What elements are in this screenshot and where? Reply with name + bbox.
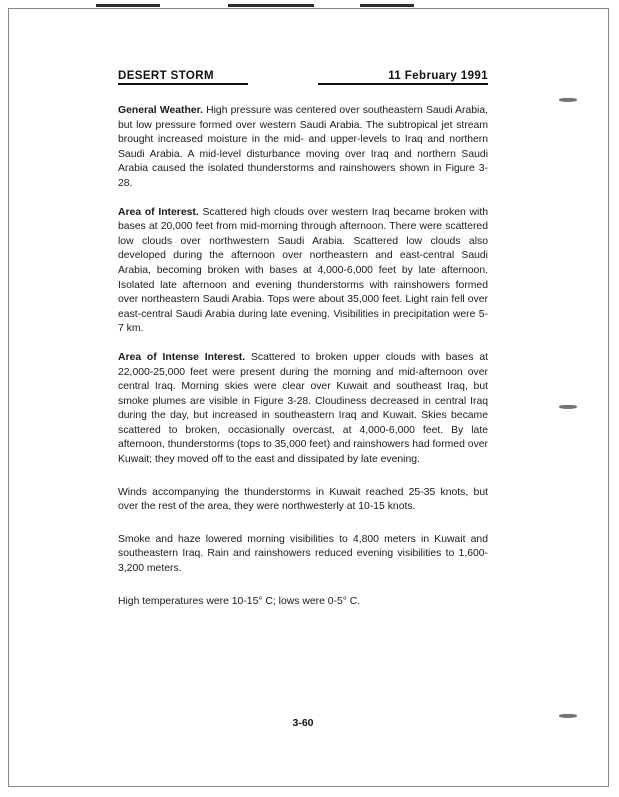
paragraph-text: Scattered high clouds over western Iraq became broken with bases at 20,000 feet from mid-morning through afternoon. There were scattered low clouds over northwestern Saudi Arabia. Scattered low clouds also developed during the afternoon over northeastern and east-central Saudi Arabia, becoming broken with bases at 4,000-6,000 feet by late afternoon. Isolated late afternoon and evening thunderstorms with rainshowers formed over northeastern Saudi Arabia. Tops were about 35,000 feet. Light rain fell over east-central Saudi Arabia during late evening. Visibilities in precipitation were 5-7 km. [118,206,488,335]
document-header [118,70,488,86]
document-body [118,104,488,609]
paragraph [118,104,488,192]
paragraph-text: Scattered to broken upper clouds with bases at 22,000-25,000 feet were present during the morning and mid-afternoon over central Iraq. Morning skies were clear over Kuwait and southeast Iraq, but smoke plumes are visible in Figure 3-28. Cloudiness decreased in central Iraq during the day, but increased in southeastern Iraq and Kuwait. Skies became scattered to broken, occasionally overcast, at 4,000-6,000 feet. By late afternoon, thunderstorms (tops to 35,000 feet) and rainshowers had formed over Kuwait; they moved off to the east and dissipated by late evening. [118,351,488,466]
scan-artifact-mark [228,4,314,7]
paragraph-text: Smoke and haze lowered morning visibilities to 4,800 meters in Kuwait and southeastern Iraq. Rain and rainshowers reduced evening visibilities to 1,600-3,200 meters. [118,533,488,575]
paragraph-lead-in: Area of Interest. [118,206,199,218]
header-document-title: DESERT STORM [118,70,248,85]
paragraph-text: High temperatures were 10-15° C; lows were 0-5° C. [118,595,361,607]
scan-edge-smudge [559,714,577,718]
scan-artifact-mark [96,4,160,7]
paragraph [118,595,488,610]
paragraph-lead-in: General Weather. [118,105,203,116]
paragraph [118,206,488,337]
paragraph [118,533,488,577]
scan-edge-smudge [559,98,577,102]
page-number: 3-60 [292,717,314,729]
paragraph [118,486,488,515]
paragraph-lead-in: Area of Intense Interest. [118,351,246,363]
scan-artifact-mark [360,4,414,7]
paragraph-text: High pressure was centered over southeastern Saudi Arabia, but low pressure formed over western Saudi Arabia. The subtropical jet stream brought increased moisture in the mid- and upper-levels to Iraq and northern Saudi Arabia. A mid-level disturbance moving over Iraq and northern Saudi Arabia caused the isolated thunderstorms and rainshowers shown in Figure 3-28. [118,105,489,189]
header-date: 11 February 1991 [318,70,488,85]
paragraph-text: Winds accompanying the thunderstorms in Kuwait reached 25-35 knots, but over the rest of the area, they were northwesterly at 10-15 knots. [118,486,488,513]
paragraph [118,351,488,468]
scan-edge-smudge [559,405,577,409]
document-content [118,70,489,729]
